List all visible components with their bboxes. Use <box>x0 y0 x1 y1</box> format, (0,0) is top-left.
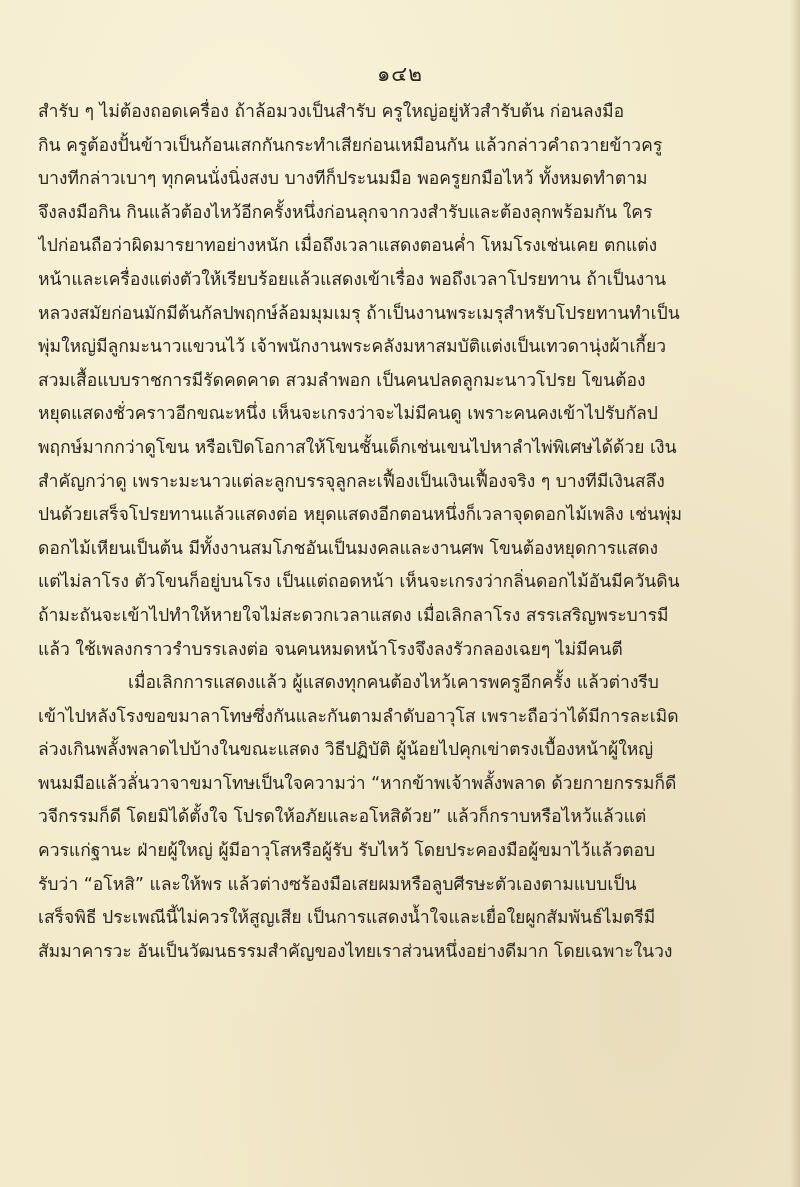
text-line: กิน ครูต้องปั้นข้าวเป็นก้อนเสกกันกระทำเสียก่อนเหมือนกัน แล้วกล่าวคำถวายข้าวครู <box>38 135 663 156</box>
text-line: พฤกษ์มากกว่าดูโขน หรือเปิดโอกาสให้โขนชั้นเด็กเช่นเขนไปหาลำไพ่พิเศษได้ด้วย เงิน <box>38 437 677 458</box>
text-line: หน้าและเครื่องแต่งตัวให้เรียบร้อยแล้วแสดงเข้าเรื่อง พอถึงเวลาโปรยทาน ถ้าเป็นงาน <box>38 269 667 290</box>
text-line: ปนด้วยเสร็จโปรยทานแล้วแสดงต่อ หยุดแสดงอีกตอนหนึ่งก็เวลาจุดดอกไม้เพลิง เช่นพุ่ม <box>38 505 683 526</box>
text-line: ไปก่อนถือว่าผิดมารยาทอย่างหนัก เมื่อถึงเวลาแสดงตอนค่ำ โหมโรงเช่นเคย ตกแต่ง <box>38 236 658 257</box>
text-line: ถ้ามะถันจะเข้าไปทำให้หายใจไม่สะดวกเวลาแสดง เมื่อเลิกลาโรง สรรเสริญพระบารมี <box>38 605 669 626</box>
text-line: แต่ไม่ลาโรง ตัวโขนก็อยู่บนโรง เป็นแต่ถอดหน้า เห็นจะเกรงว่ากลิ่นดอกไม้อันมีควันดิน <box>38 572 680 593</box>
text-line: รับว่า “อโหสิ” และให้พร แล้วต่างซร้องมือเสยผมหรือลูบศีรษะตัวเองตามแบบเป็น <box>38 874 637 895</box>
text-line: เข้าไปหลังโรงขอขมาลาโทษซึ่งกันและกันตามลำดับอาวุโส เพราะถือว่าได้มีการละเมิด <box>38 706 679 727</box>
text-line: ควรแก่ฐานะ ฝ่ายผู้ใหญ่ ผู้มีอาวุโสหรือผู้รับ รับไหว้ โดยประคองมือผู้ขมาไว้แล้วตอบ <box>38 841 656 862</box>
text-line: สำรับ ๆ ไม่ต้องถอดเครื่อง ถ้าล้อมวงเป็นสำรับ ครูใหญ่อยู่หัวสำรับต้น ก่อนลงมือ <box>38 102 625 122</box>
text-line: ล่วงเกินพลั้งพลาดไปบ้างในขณะแสดง วิธีปฏิบัติ ผู้น้อยไปคุกเข่าตรงเบื้องหน้าผู้ใหญ่ <box>38 740 654 761</box>
page-edge-shadow <box>790 0 800 1187</box>
text-line: เมื่อเลิกการแสดงแล้ว ผู้แสดงทุกคนต้องไหว้เคารพครูอีกครั้ง แล้วต่างรีบ <box>128 673 659 694</box>
text-line: จึงลงมือกิน กินแล้วต้องไหว้อีกครั้งหนึ่งก่อนลุกจากวงสำรับและต้องลุกพร้อมกัน ใคร <box>38 202 653 223</box>
text-line: สวมเสื้อแบบราชการมีรัดคดคาด สวมลำพอก เป็นคนปลดลูกมะนาวโปรย โขนต้อง <box>38 370 646 391</box>
text-line: หยุดแสดงชั่วคราวอีกขณะหนึ่ง เห็นจะเกรงว่าจะไม่มีคนดู เพราะคนคงเข้าไปรับกัลป <box>38 404 658 425</box>
paragraph-2 <box>38 667 768 969</box>
text-line: พุ่มใหญ่มีลูกมะนาวแขวนไว้ เจ้าพนักงานพระคลังมหาสมบัติแต่งเป็นเทวดานุ่งผ้าเกี้ยว <box>38 337 667 358</box>
text-line: บางทีกล่าวเบาๆ ทุกคนนั่งนิ่งสงบ บางทีก็ประนมมือ พอครูยกมือไหว้ ทั้งหมดทำตาม <box>38 169 648 190</box>
text-line: สัมมาคารวะ อันเป็นวัฒนธรรมสำคัญของไทยเราส่วนหนึ่งอย่างดีมาก โดยเฉพาะในวง <box>38 941 673 962</box>
text-line: วจีกรรมก็ดี โดยมิได้ตั้งใจ โปรดให้อภัยและอโหสิด้วย” แล้วก็กราบหรือไหว้แล้วแต่ <box>38 807 647 828</box>
text-line: พนมมือแล้วลั่นวาจาขมาโทษเป็นใจความว่า “หากข้าพเจ้าพลั้งพลาด ด้วยกายกรรมก็ดี <box>38 773 677 794</box>
page-number: ๑๔๒ <box>376 62 424 86</box>
text-line: สำคัญกว่าดู เพราะมะนาวแต่ละลูกบรรจุลูกละเฟื้องเป็นเงินเฟื้องจริง ๆ บางทีมีเงินสลึง <box>38 471 665 492</box>
text-line: เสร็จพิธี ประเพณีนี้ไม่ควรให้สูญเสีย เป็นการแสดงน้ำใจและเยื่อใยผูกสัมพันธ์ไมตรีมี <box>38 908 656 929</box>
paragraph-1 <box>38 96 768 667</box>
text-line: ดอกไม้เหียนเป็นต้น มีทั้งงานสมโภชอันเป็นมงคลและงานศพ โขนต้องหยุดการแสดง <box>38 538 659 559</box>
text-line: หลวงสมัยก่อนมักมีต้นกัลปพฤกษ์ล้อมมุมเมรุ ถ้าเป็นงานพระเมรุสำหรับโปรยทานทำเป็น <box>38 303 680 324</box>
text-line: แล้ว ใช้เพลงกราวรำบรรเลงต่อ จนคนหมดหน้าโรงจึงลงรัวกลองเฉยๆ ไม่มีคนตี <box>38 639 623 660</box>
body-text <box>38 96 768 969</box>
